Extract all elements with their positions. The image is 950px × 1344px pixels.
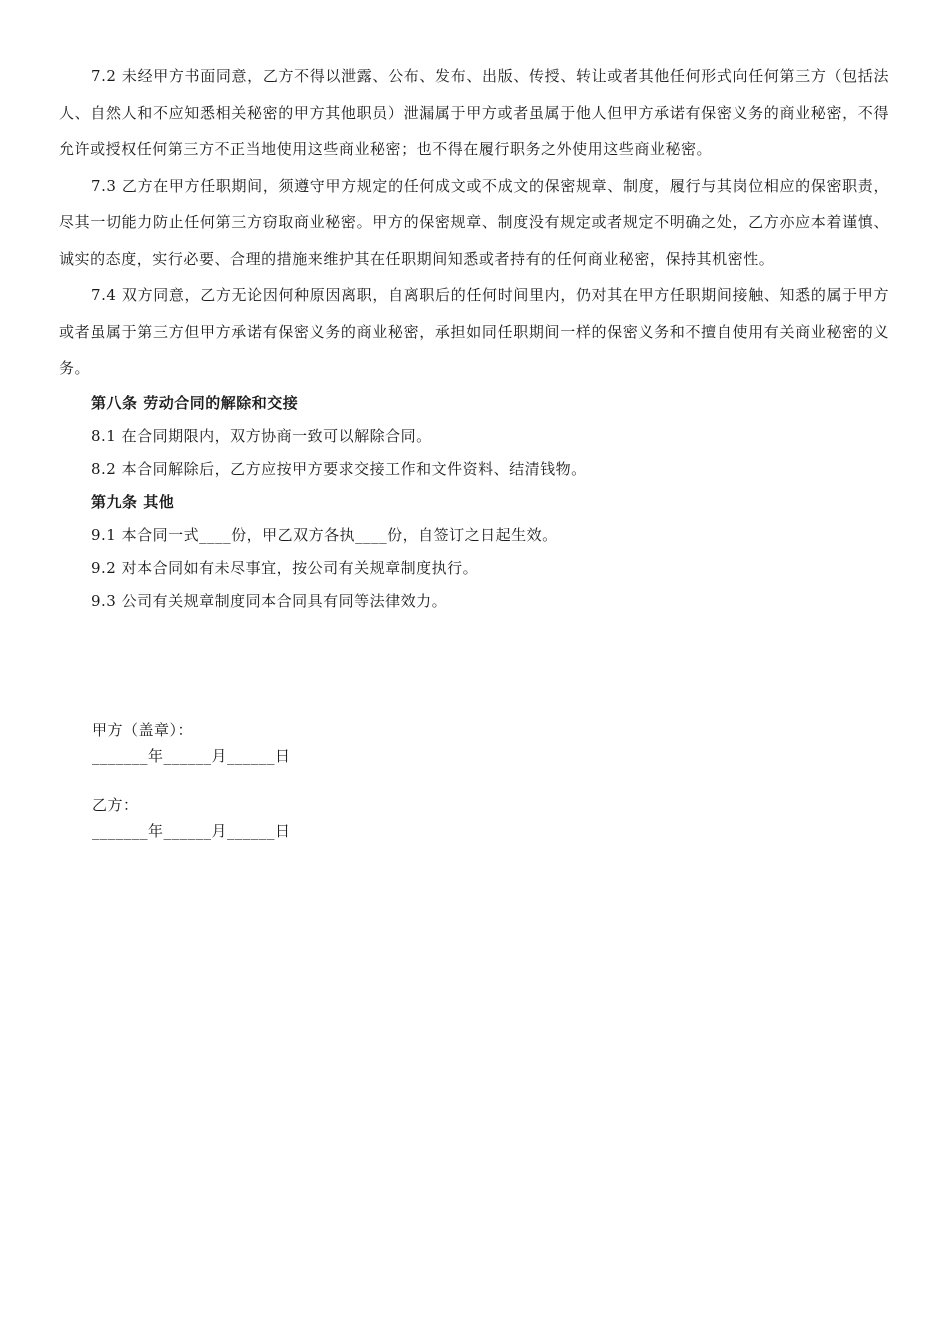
party-b-date-line: _______年______月______日 bbox=[92, 822, 291, 840]
clause-9-1: 9.1 本合同一式____份，甲乙双方各执____份，自签订之日起生效。 bbox=[91, 525, 558, 544]
clause-8-2: 8.2 本合同解除后，乙方应按甲方要求交接工作和文件资料、结清钱物。 bbox=[91, 459, 587, 478]
clause-9-2: 9.2 对本合同如有未尽事宜，按公司有关规章制度执行。 bbox=[91, 558, 479, 577]
clause-7-2: 7.2 未经甲方书面同意，乙方不得以泄露、公布、发布、出版、传授、转让或者其他任何形式向任何第三方（包括法人、自然人和不应知悉相关秘密的甲方其他职员）泄漏属于甲方或者虽属于他人但甲方承诺有保密义务的商业秘密，不得允许或授权任何第三方不正当地使用这些商业秘密；也不得在履行职务之外使用这些商业秘密。 bbox=[59, 67, 889, 158]
party-a-date-line: _______年______月______日 bbox=[92, 747, 291, 765]
article-9 bbox=[59, 486, 889, 618]
party-b-signature bbox=[92, 792, 291, 844]
party-a-label: 甲方（盖章）： bbox=[92, 721, 194, 739]
article-9-heading: 第九条 其他 bbox=[91, 492, 175, 511]
party-b-label: 乙方： bbox=[92, 796, 139, 814]
clause-7-4: 7.4 双方同意，乙方无论因何种原因离职，自离职后的任何时间里内，仍对其在甲方任职期间接触、知悉的属于甲方或者虽属于第三方但甲方承诺有保密义务的商业秘密，承担如同任职期间一样的保密义务和不擅自使用有关商业秘密的义务。 bbox=[59, 286, 889, 377]
clause-9-3: 9.3 公司有关规章制度同本合同具有同等法律效力。 bbox=[91, 591, 448, 610]
clause-8-1: 8.1 在合同期限内，双方协商一致可以解除合同。 bbox=[91, 426, 432, 445]
article-8 bbox=[59, 387, 889, 486]
party-a-signature bbox=[92, 717, 291, 769]
contract-page bbox=[59, 58, 889, 618]
article-8-heading: 第八条 劳动合同的解除和交接 bbox=[91, 393, 299, 412]
clause-7-3: 7.3 乙方在甲方任职期间，须遵守甲方规定的任何成文或不成文的保密规章、制度，履行与其岗位相应的保密职责，尽其一切能力防止任何第三方窃取商业秘密。甲方的保密规章、制度没有规定或者规定不明确之处，乙方亦应本着谨慎、诚实的态度，实行必要、合理的措施来维护其在任职期间知悉或者持有的任何商业秘密，保持其机密性。 bbox=[59, 176, 889, 268]
